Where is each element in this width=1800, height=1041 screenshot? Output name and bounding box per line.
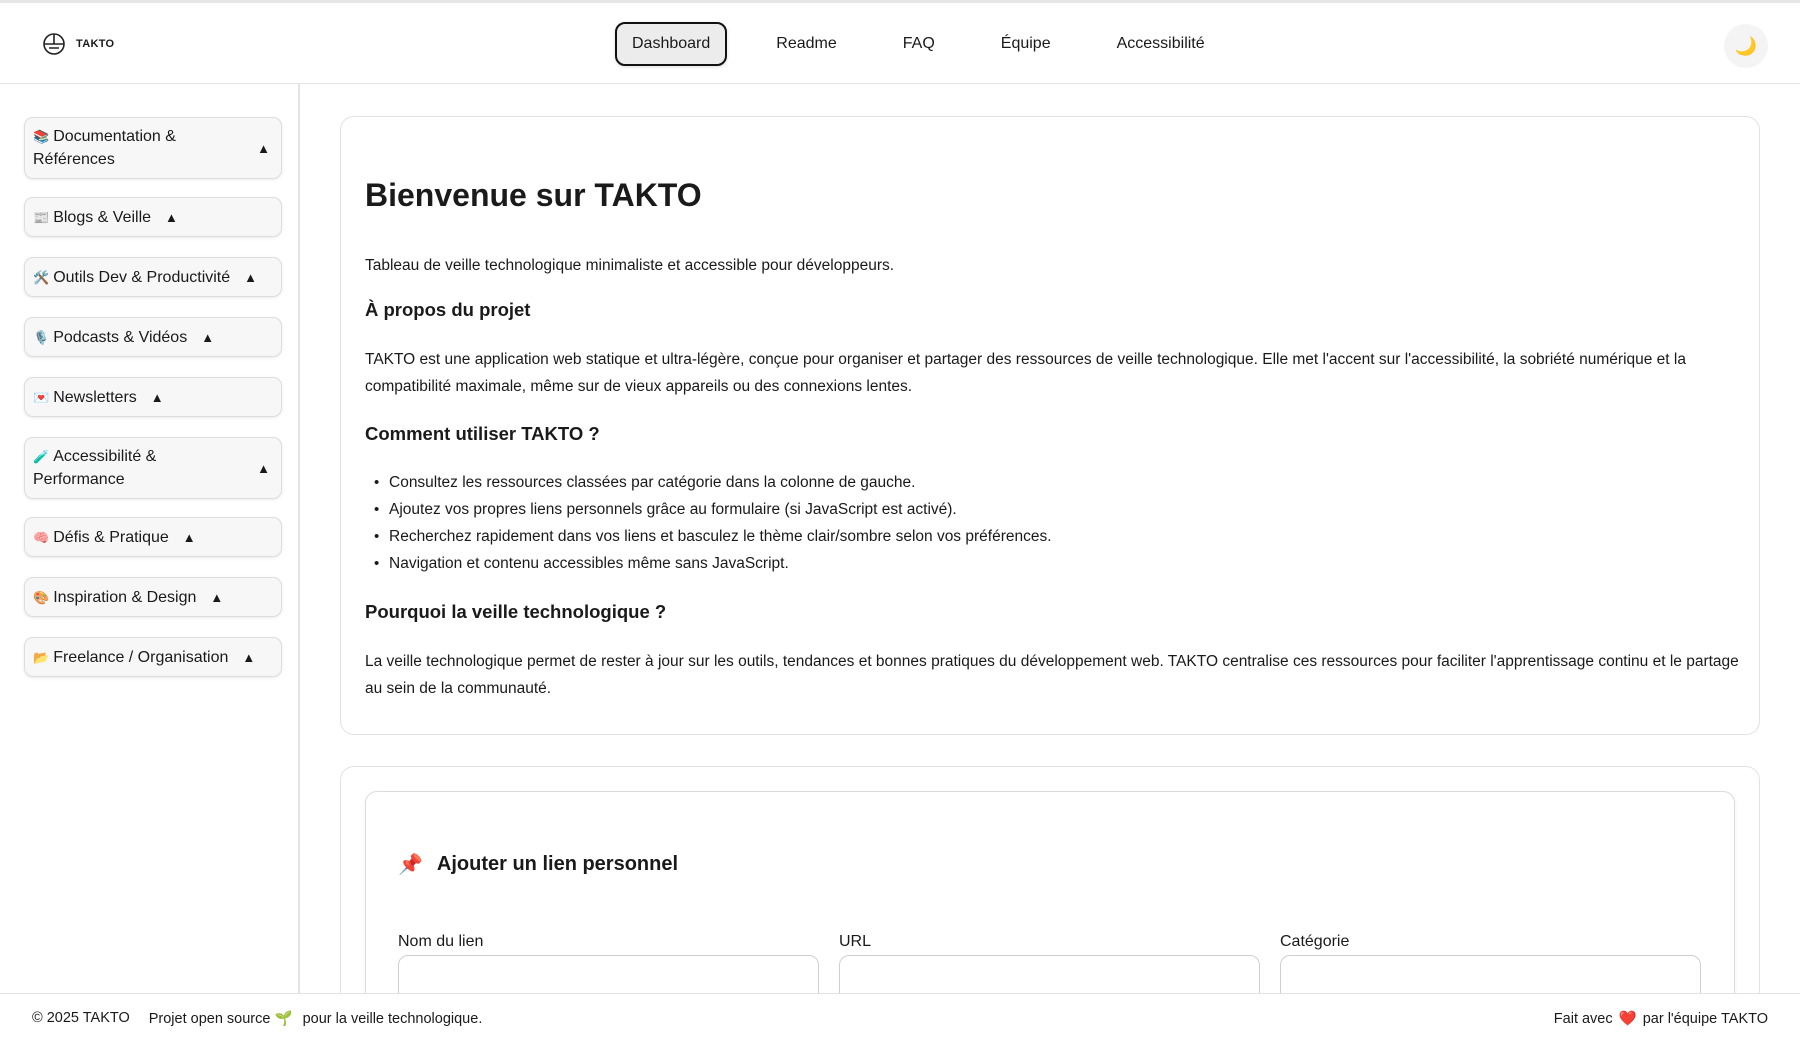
category-label: Catégorie <box>1280 933 1350 950</box>
howto-heading: Comment utiliser TAKTO ? <box>365 423 600 444</box>
list-item: • Navigation et contenu accessibles même sans JavaScript. <box>389 550 1052 577</box>
about-text: TAKTO est une application web statique et ultra-légère, conçue pour organiser et partager des ressources de veille technologique. Elle met l'accent sur l'accessibilité, la sobriété numérique et la compatibilité maximale, même sur de vieux appareils ou des connexions lentes. <box>365 351 1686 395</box>
collapse-arrow-icon: ▲ <box>257 140 270 156</box>
copyright: © 2025 TAKTO <box>32 1010 130 1026</box>
sidebar-item-newsletters[interactable] <box>24 377 282 417</box>
sidebar-item-defis[interactable] <box>24 517 282 557</box>
sidebar-item-outils[interactable] <box>24 257 282 297</box>
theme-toggle-button[interactable] <box>1724 24 1768 68</box>
collapse-arrow-icon: ▲ <box>257 460 270 476</box>
sprout-icon: 🌱 <box>274 1011 293 1027</box>
sidebar-item-label: Inspiration & Design <box>53 588 197 606</box>
sidebar-item-label: Outils Dev & Productivité <box>53 268 231 286</box>
top-bar <box>0 0 1800 84</box>
collapse-arrow-icon: ▲ <box>242 649 256 665</box>
why-heading: Pourquoi la veille technologique ? <box>365 601 667 622</box>
collapse-arrow-icon: ▲ <box>244 269 258 285</box>
main-nav <box>615 22 1254 66</box>
credits: Fait avec ❤️ par l'équipe TAKTO <box>1553 1010 1768 1027</box>
project-note: Projet open source 🌱 pour la veille technologique. <box>148 1011 483 1027</box>
form-title <box>398 852 678 877</box>
heart-icon: ❤️ <box>1618 1011 1637 1027</box>
sidebar-item-label: Documentation & Références <box>33 128 176 168</box>
list-item: • Consultez les ressources classées par catégorie dans la colonne de gauche. <box>389 469 1052 496</box>
howto-list <box>389 469 1052 577</box>
sidebar-item-label: Newsletters <box>53 388 137 406</box>
why-text: La veille technologique permet de rester à jour sur les outils, tendances et bonnes pratiques du développement web. TAKTO centralise ces ressources pour faciliter l'apprentissage continu et le partage au sein de la communauté. <box>365 653 1739 697</box>
newspaper-icon: 📰 <box>33 209 50 225</box>
moon-icon: 🌙 <box>1734 35 1758 56</box>
sidebar-item-label: Podcasts & Vidéos <box>53 328 188 346</box>
nav-equipe[interactable]: Équipe <box>1000 35 1051 52</box>
footer <box>0 993 1800 1041</box>
sidebar-item-inspiration[interactable] <box>24 577 282 617</box>
sidebar <box>0 84 300 993</box>
love-letter-icon: 💌 <box>33 389 50 405</box>
about-heading: À propos du projet <box>365 299 531 320</box>
link-name-label: Nom du lien <box>398 933 484 950</box>
sidebar-item-accessibilite[interactable] <box>24 437 282 499</box>
books-icon: 📚 <box>33 129 50 144</box>
brand-name: TAKTO <box>76 38 115 50</box>
url-label: URL <box>839 933 872 950</box>
collapse-arrow-icon: ▲ <box>182 529 196 545</box>
sidebar-item-blogs[interactable] <box>24 197 282 237</box>
collapse-arrow-icon: ▲ <box>201 329 215 345</box>
test-tube-icon: 🧪 <box>33 449 50 464</box>
tools-icon: 🛠️ <box>33 269 50 285</box>
palette-icon: 🎨 <box>33 589 50 605</box>
sidebar-item-label: Défis & Pratique <box>53 528 169 546</box>
pushpin-icon: 📌 <box>398 854 423 876</box>
folder-icon: 📂 <box>33 649 50 665</box>
intro-text: Tableau de veille technologique minimaliste et accessible pour développeurs. <box>365 257 895 274</box>
brain-icon: 🧠 <box>33 529 50 545</box>
list-item: • Recherchez rapidement dans vos liens et basculez le thème clair/sombre selon vos préférences. <box>389 523 1052 550</box>
nav-dashboard[interactable]: Dashboard <box>615 22 727 66</box>
brand[interactable] <box>42 32 114 56</box>
nav-readme[interactable]: Readme <box>776 35 837 52</box>
sidebar-item-label: Blogs & Veille <box>53 208 152 226</box>
sidebar-item-label: Accessibilité & Performance <box>33 448 157 488</box>
microphone-icon: 🎙️ <box>33 329 50 345</box>
sidebar-item-podcasts[interactable] <box>24 317 282 357</box>
list-item: • Ajoutez vos propres liens personnels grâce au formulaire (si JavaScript est activé). <box>389 496 1052 523</box>
sidebar-item-freelance[interactable] <box>24 637 282 677</box>
nav-accessibilite[interactable]: Accessibilité <box>1116 35 1205 52</box>
collapse-arrow-icon: ▲ <box>150 389 164 405</box>
logo-icon <box>42 32 66 56</box>
sidebar-item-documentation[interactable] <box>24 117 282 179</box>
welcome-card <box>340 116 1760 735</box>
sidebar-item-label: Freelance / Organisation <box>53 648 229 666</box>
collapse-arrow-icon: ▲ <box>210 589 224 605</box>
nav-faq[interactable]: FAQ <box>902 35 935 52</box>
collapse-arrow-icon: ▲ <box>165 209 178 225</box>
page-title: Bienvenue sur TAKTO <box>365 177 702 213</box>
form-title-text: Ajouter un lien personnel <box>436 853 679 875</box>
